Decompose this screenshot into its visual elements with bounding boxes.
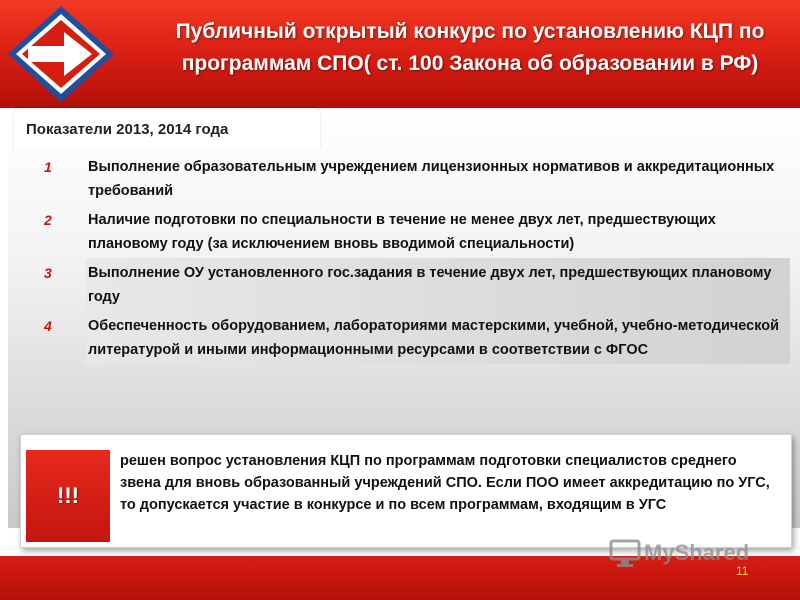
indicator-number: 1 xyxy=(44,159,52,175)
slide-title-line1: Публичный открытый конкурс по установлению КЦП по xyxy=(175,20,765,43)
indicator-text: Наличие подготовки по специальности в течение не менее двух лет, предшествующих плановому году (за исключением вновь вводимой специальности) xyxy=(88,212,716,252)
indicator-row-1 xyxy=(44,152,790,205)
indicator-text: Выполнение ОУ установленного гос.задания в течение двух лет, предшествующих плановому году xyxy=(86,258,790,311)
page-number: 11 xyxy=(736,564,749,578)
slide-title-line2: программам СПО( ст. 100 Закона об образовании в РФ) xyxy=(181,52,759,75)
slide-header xyxy=(0,0,800,108)
indicator-number: 3 xyxy=(44,265,52,281)
indicator-row-3 xyxy=(44,258,790,311)
indicator-row-2 xyxy=(44,205,790,258)
arrow-logo-icon xyxy=(6,4,116,104)
watermark xyxy=(608,538,749,568)
indicator-text: Выполнение образовательным учреждением лицензионных нормативов и аккредитационных требований xyxy=(88,159,775,199)
exclamation-badge: !!! xyxy=(26,450,110,542)
note-text: решен вопрос установления КЦП по программам подготовки специалистов среднего звена для вновь образованный учреждений СПО. Если ПОО имеет аккредитацию по УГС, то допускается участие в конкурсе и по всем программам, входящим в УГС xyxy=(120,453,770,513)
indicator-text: Обеспеченность оборудованием, лабораториями мастерскими, учебной, учебно-методической литературой и иными информационными ресурсами в соответствии с ФГОС xyxy=(86,311,790,364)
indicator-number: 2 xyxy=(44,212,52,228)
watermark-text: MyShared xyxy=(644,540,750,565)
screen-icon xyxy=(608,538,644,568)
indicators-list xyxy=(44,152,790,364)
indicator-number: 4 xyxy=(44,318,52,334)
indicator-row-4 xyxy=(44,311,790,364)
indicators-title: Показатели 2013, 2014 года xyxy=(26,121,229,138)
slide-title xyxy=(150,16,790,80)
